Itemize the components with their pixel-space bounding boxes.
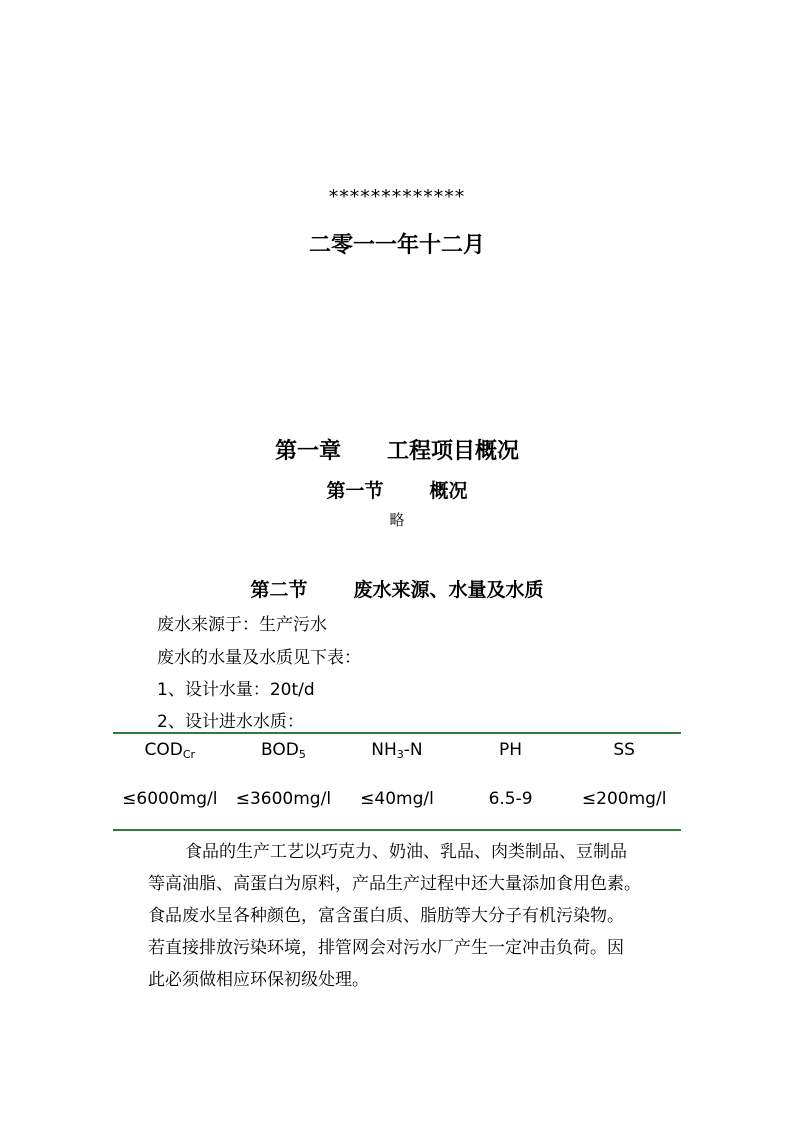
section2-number: 第二节 <box>250 579 308 601</box>
table-cell: 6.5-9 <box>488 789 533 809</box>
table-header-cell: SS <box>613 740 635 760</box>
table-cell: ≤6000mg/l <box>122 789 218 809</box>
table-bottom-rule <box>113 829 681 831</box>
chapter-title: 工程项目概况 <box>387 439 520 464</box>
table-cell: ≤3600mg/l <box>235 789 332 809</box>
section1-heading <box>0 476 794 503</box>
table-top-rule <box>113 732 681 734</box>
document-date: 二零一一年十二月 <box>308 233 485 258</box>
header-stars: ************* <box>328 186 466 208</box>
table-header-row <box>113 740 681 761</box>
body-line: 食品废水呈各种颜色，富含蛋白质、脂肪等大分子有机污染物。 <box>148 906 624 926</box>
section1-content: 略 <box>389 511 405 529</box>
body-line: 此必须做相应环保初级处理。 <box>148 970 369 990</box>
body-line: 食品的生产工艺以巧克力、奶油、乳品、肉类制品、豆制品 <box>185 842 627 862</box>
table-header-cell: PH <box>499 740 523 760</box>
table-cell: ≤200mg/l <box>581 789 667 809</box>
body-line: 若直接排放污染环境，排管网会对污水厂产生一定冲击负荷。因 <box>148 938 624 958</box>
table-header-cell: $NH_3-N$ <box>371 740 423 761</box>
section1-title: 概况 <box>429 480 468 502</box>
section2-heading <box>0 575 794 602</box>
section2-title: 废水来源、水量及水质 <box>353 579 544 601</box>
body-line: 等高油脂、高蛋白为原料，产品生产过程中还大量添加食用色素。 <box>148 874 641 894</box>
section2-line: 2、设计进水水质： <box>157 712 304 732</box>
table-row <box>113 789 681 809</box>
chapter-heading <box>0 434 794 465</box>
section2-line: 1、设计水量：20t/d <box>157 680 315 700</box>
section1-number: 第一节 <box>326 480 384 502</box>
table-cell: ≤40mg/l <box>360 789 434 809</box>
table-header-cell: $BOD_5$ <box>260 740 306 761</box>
chapter-number: 第一章 <box>274 439 341 464</box>
body-paragraph <box>148 836 678 996</box>
table-header-cell: $COD_{Cr}$ <box>144 740 196 761</box>
section2-line: 废水来源于：生产污水 <box>157 615 327 635</box>
section2-line: 废水的水量及水质见下表： <box>157 648 361 668</box>
